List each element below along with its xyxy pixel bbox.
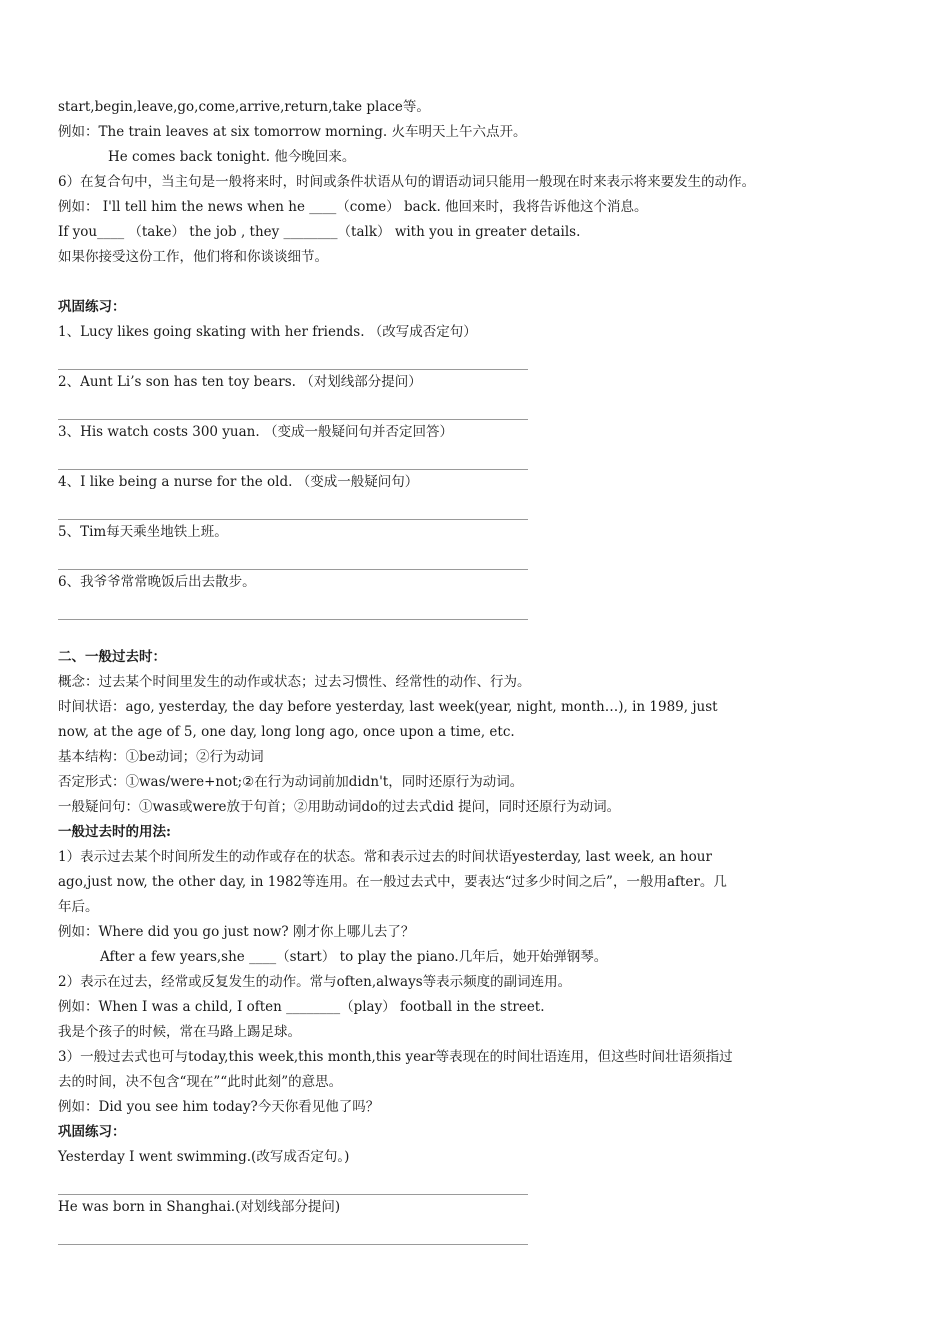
- practice-item: 2、Aunt Li’s son has ten toy bears. （对划线部分提问）: [58, 374, 422, 390]
- usage-3-example: 例如：Did you see him today?今天你看见他了吗？: [58, 1099, 380, 1115]
- answer-line[interactable]: [58, 595, 528, 620]
- usage-heading: 一般过去时的用法:: [58, 824, 171, 840]
- verb-list-line: start,begin,leave,go,come,arrive,return,take place等。: [58, 99, 430, 115]
- answer-line[interactable]: [58, 395, 528, 420]
- example-if-you: If you____ （take） the job , they ________（talk） with you in greater details.: [58, 224, 581, 240]
- practice-item: 3、His watch costs 300 yuan. （变成一般疑问句并否定回答）: [58, 424, 453, 440]
- answer-line[interactable]: [58, 1170, 528, 1195]
- example-tell-him: 例如： I'll tell him the news when he ____（come） back. 他回来时，我将告诉他这个消息。: [58, 199, 648, 215]
- usage-2-example-translation: 我是个孩子的时候，常在马路上踢足球。: [58, 1024, 301, 1040]
- example-comes-back: He comes back tonight. 他今晚回来。: [108, 149, 356, 165]
- example-if-you-translation: 如果你接受这份工作，他们将和你谈谈细节。: [58, 249, 328, 265]
- practice-heading: 巩固练习：: [58, 299, 126, 315]
- usage-2-example: 例如：When I was a child, I often ________（play） football in the street.: [58, 999, 545, 1015]
- time-adverbials-line: now, at the age of 5, one day, long long ago, once upon a time, etc.: [58, 724, 515, 740]
- rule-6: 6）在复合句中，当主句是一般将来时，时间或条件状语从句的谓语动词只能用一般现在时来表示将来要发生的动作。: [58, 174, 756, 190]
- document-page: [58, 95, 908, 1245]
- usage-2-line: 2）表示在过去，经常或反复发生的动作。常与often,always等表示频度的副词连用。: [58, 974, 572, 990]
- section-heading-past-tense: 二、一般过去时：: [58, 649, 166, 665]
- practice-item: He was born in Shanghai.(对划线部分提问): [58, 1199, 341, 1215]
- practice-heading: 巩固练习：: [58, 1124, 126, 1140]
- usage-1-line: ago,just now, the other day, in 1982等连用。在一般过去式中，要表达“过多少时间之后”，一般用after。几: [58, 874, 727, 890]
- practice-item: 1、Lucy likes going skating with her friends. （改写成否定句）: [58, 324, 477, 340]
- usage-3-line: 去的时间，决不包含“现在”“此时此刻”的意思。: [58, 1074, 343, 1090]
- practice-item: 4、I like being a nurse for the old. （变成一般疑问句）: [58, 474, 419, 490]
- answer-line[interactable]: [58, 1220, 528, 1245]
- answer-line[interactable]: [58, 545, 528, 570]
- example-train: 例如：The train leaves at six tomorrow morning. 火车明天上午六点开。: [58, 124, 527, 140]
- answer-line[interactable]: [58, 445, 528, 470]
- question-form-line: 一般疑问句：①was或were放于句首；②用助动词do的过去式did 提问，同时还原行为动词。: [58, 799, 621, 815]
- negative-form-line: 否定形式：①was/were+not;②在行为动词前加didn't，同时还原行为动词。: [58, 774, 524, 790]
- usage-1-line: 年后。: [58, 899, 99, 915]
- concept-line: 概念：过去某个时间里发生的动作或状态；过去习惯性、经常性的动作、行为。: [58, 674, 531, 690]
- practice-item: 5、Tim每天乘坐地铁上班。: [58, 524, 228, 540]
- usage-3-line: 3）一般过去式也可与today,this week,this month,this year等表现在的时间壮语连用，但这些时间壮语须指过: [58, 1049, 733, 1065]
- usage-1-example: 例如：Where did you go just now? 刚才你上哪儿去了？: [58, 924, 415, 940]
- time-adverbials-line: 时间状语：ago, yesterday, the day before yesterday, last week(year, night, month…), in 1989, just: [58, 699, 718, 715]
- practice-item: 6、我爷爷常常晚饭后出去散步。: [58, 574, 256, 590]
- practice-item: Yesterday I went swimming.(改写成否定句。): [58, 1149, 350, 1165]
- usage-1-example: After a few years,she ____（start） to play the piano.几年后，她开始弹钢琴。: [100, 949, 608, 965]
- answer-line[interactable]: [58, 345, 528, 370]
- answer-line[interactable]: [58, 495, 528, 520]
- structure-line: 基本结构：①be动词；②行为动词: [58, 749, 264, 765]
- usage-1-line: 1）表示过去某个时间所发生的动作或存在的状态。常和表示过去的时间状语yesterday, last week, an hour: [58, 849, 712, 865]
